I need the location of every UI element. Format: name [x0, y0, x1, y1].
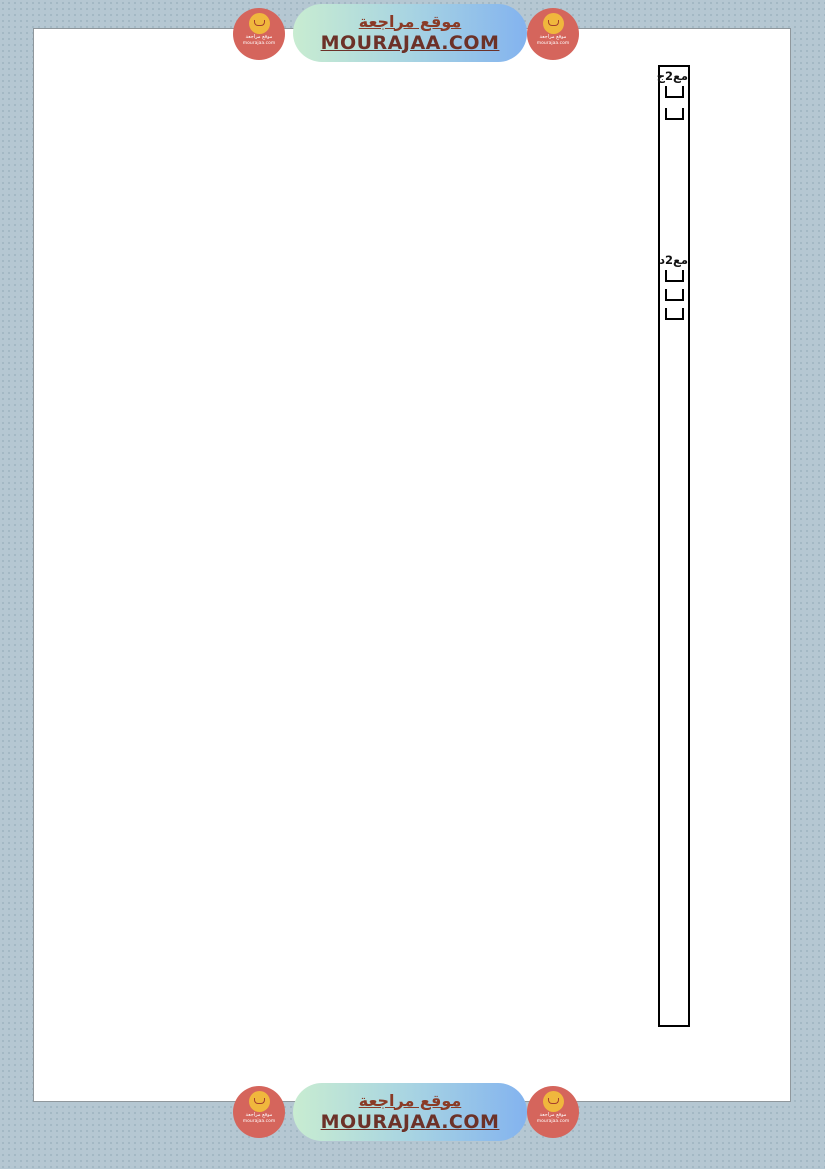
badge-site-name: موقع مراجعة — [539, 1112, 567, 1118]
site-domain-link[interactable]: MOURAJAA.COM — [320, 31, 500, 54]
badge-domain: mourajaa.com — [536, 1119, 570, 1124]
badge-site-name: موقع مراجعة — [245, 1112, 273, 1118]
mark-label-maa2j: مع2ج — [656, 69, 688, 83]
mourajaa-logo-badge — [233, 1086, 285, 1138]
site-title-arabic[interactable]: موقع مراجعة — [358, 1090, 462, 1110]
site-banner-bottom[interactable] — [293, 1083, 527, 1141]
badge-domain: mourajaa.com — [242, 41, 276, 46]
site-title-arabic[interactable]: موقع مراجعة — [358, 11, 462, 31]
site-domain-link[interactable]: MOURAJAA.COM — [320, 1110, 500, 1133]
mark-checkbox — [665, 86, 684, 98]
badge-domain: mourajaa.com — [536, 41, 570, 46]
mark-label-maa2d: مع2د — [659, 253, 688, 267]
book-logo-icon — [543, 13, 564, 34]
mark-checkbox — [665, 289, 684, 301]
mark-checkbox — [665, 108, 684, 120]
mark-checkbox — [665, 270, 684, 282]
mourajaa-logo-badge — [527, 1086, 579, 1138]
teacher-marks-strip — [658, 65, 690, 1027]
mourajaa-logo-badge — [233, 8, 285, 60]
badge-site-name: موقع مراجعة — [245, 34, 273, 40]
book-logo-icon — [249, 1091, 270, 1112]
book-logo-icon — [249, 13, 270, 34]
badge-site-name: موقع مراجعة — [539, 34, 567, 40]
badge-domain: mourajaa.com — [242, 1119, 276, 1124]
mourajaa-logo-badge — [527, 8, 579, 60]
mark-checkbox — [665, 308, 684, 320]
site-banner-top[interactable] — [293, 4, 527, 62]
book-logo-icon — [543, 1091, 564, 1112]
